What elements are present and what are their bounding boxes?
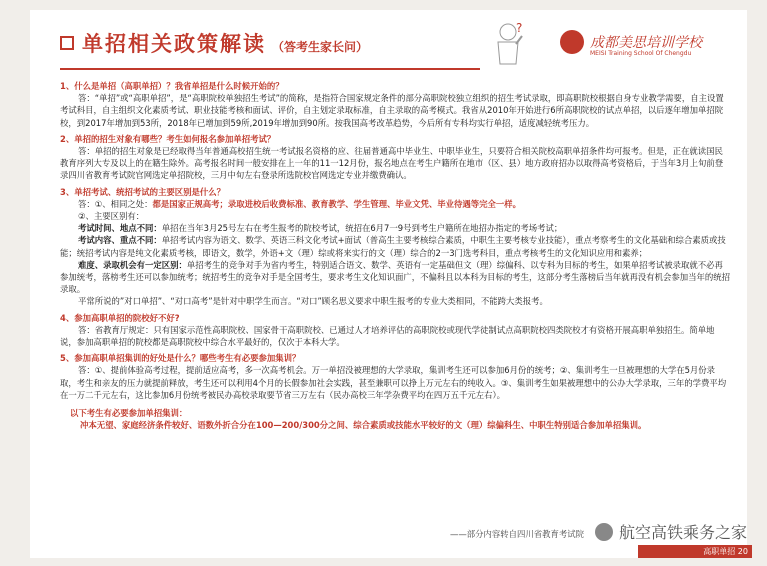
answer-line	[60, 198, 730, 210]
answer-text: 单招在当年3月25号左右在考生报考的院校考试，统招在6月7一9号到考生户籍所在地招办指定的考场考试；	[161, 223, 563, 234]
answer-text: 答：①、相同之处：	[78, 198, 153, 209]
answer-bold-lead: 考试时间、地点不同：	[78, 223, 162, 234]
answer-paragraph: 答：省教育厅规定：只有国家示范性高职院校、国家骨干高职院校、已通过人才培养评估的高职院校或现代学徒制试点高职院校四类院校才有资格开展高职单独招生。简单地说，参加高职单招的院校都是高职院校中综合水平最好的，仅次于本科大学。	[60, 324, 715, 348]
document-page	[30, 10, 747, 558]
answer-text: 平常所说的”对口单招”、“对口高考”是针对中职学生而言。“对口”顾名思义要求中职生报考的专业大类相同，不能跨大类报考。	[78, 296, 548, 307]
watermark	[595, 520, 747, 543]
answer-line	[60, 234, 730, 258]
logo-name: 成都美思培训学校	[590, 35, 702, 51]
page-subtitle: （答考生家长问）	[272, 39, 369, 54]
answer-highlight: 都是国家正规高考；录取进校后收费标准、教育教学、学生管理、毕业文凭、毕业待遇等完全一样。	[152, 198, 522, 209]
answer-bold-lead: 难度、录取机会有一定区别：	[78, 259, 187, 270]
answer-line	[60, 210, 730, 222]
question-heading: 1、什么是单招（高职单招）？我省单招是什么时候开始的？	[60, 81, 284, 91]
answer-line	[60, 295, 730, 307]
watermark-text: 航空高铁乘务之家	[619, 523, 748, 542]
tip-body: 冲本无望、家庭经济条件较好、语数外折合分在100—200/300分之间、综合素质或技能水平较好的文（理）综偏科生、中职生特别适合参加单招集训。	[80, 420, 647, 431]
title-underline	[60, 68, 480, 70]
answer-line	[60, 222, 730, 234]
article-body	[60, 76, 730, 431]
title-block	[60, 28, 368, 58]
answer-text: 单招考试内容为语文、数学、英语三科文化考试+面试（普高生主要考核综合素质，中职生主要考核专业技能），重点考察考生的文化基础和综合素质或技能；统招考试内容是纯文化素质考核，即语文，数学，外语+文（理）综或将来实行的文（理）综合的2一3门选考科目，重点考核考生的文化知识应用和素养；	[60, 235, 726, 258]
thinking-figure-icon	[490, 22, 526, 80]
section-4	[60, 312, 730, 349]
question-heading: 2、单招的招生对象有哪些？考生如何报名参加单招考试？	[60, 133, 276, 144]
wechat-icon	[595, 523, 613, 541]
tip-box	[60, 407, 730, 431]
title-square-icon	[60, 36, 74, 50]
section-2	[60, 133, 730, 182]
source-note: ——部分内容转自四川省教育考试院	[450, 529, 584, 539]
page-title: 单招相关政策解读	[82, 31, 266, 56]
page-number-bar: 高职单招 20	[638, 545, 752, 558]
answer-text: ②、主要区别有：	[78, 211, 145, 222]
answer-text: 单招考生的竞争对手为省内考生，特别适合语文、数学、英语有一定基础但文（理）综偏科、以专科为目标的考生，如果单招考试被录取就不必再参加统考，落榜考生还可以参加统考；统招考生的竞争对手是全国考生，要求考生文化知识面广，不偏科且以本科为目标的考生，这部分考生落榜后当年就再没有机会参加当年的统招录取。	[60, 259, 730, 295]
answer-paragraph: 答：单招的招生对象是已经取得当年普通高校招生统一考试报名资格的应、往届普通高中毕业生、中职毕业生，只要符合相关院校高职单招条件均可报考。但是，正在就读国民教育序列大专及以上的在籍生除外。高考报名时间一般安排在上一年的11一12月份，报名地点在考生户籍所在地市（区、县）地方政府招办以取得高考资格后，于当年3月上旬前登录四川省教育考试院官网选定单招院校，三月中旬左右登录所选院校官网选定专业并缴费确认。	[60, 146, 724, 181]
section-1	[60, 80, 730, 129]
logo-english: MEISI Training School Of Chengdu	[590, 50, 692, 57]
svg-text:?: ?	[516, 22, 523, 35]
logo-emblem-icon	[560, 30, 584, 54]
answer-bold-lead: 考试内容、重点不同：	[78, 235, 162, 246]
section-5	[60, 352, 730, 401]
page-header	[30, 10, 747, 68]
question-heading: 3、单招考试、统招考试的主要区别是什么？	[60, 186, 225, 197]
section-3	[60, 186, 730, 308]
tip-heading: 以下考生有必要参加单招集训：	[70, 408, 188, 419]
answer-paragraph: 答：①、提前体验高考过程，提前适应高考，多一次高考机会。万一单招没被理想的大学录取，集训考生还可以参加6月份的统考；②、集训考生一旦被理想的大学在5月份录取，考生和亲友的压力就提前释放，考生还可以利用4个月的长假参加社会实践，甚至兼职可以挣上万元左右的纯收入。③、集训考生如果被理想中的公办大学录取，三年的学费平均在一万二千元左右，这比参加6月份统考被民办高校录取要节省三万左右（民办高校三年学杂费平均在四万五千元左右）。	[60, 365, 727, 400]
question-heading: 4、参加高职单招的院校好不好?	[60, 312, 180, 323]
answer-paragraph: 答：“单招”或“高职单招”，是“高职院校单独招生考试”的简称，是指符合国家规定条件的部分高职院校独立组织的招生考试录取，即高职院校根据自身专业教学需要，自主设置考试科目，自主组织文化素质考试、职业技能考核和面试、评价，自主划定录取标准，自主录取的高考模式。我省从2010年开始进行6所高职院校的试点单招，以后逐年增加单招院校，到2017年增加到53所，2018年已增加到59所,2019年增加到90所。按我国高考改革趋势，今后所有专科均实行单招，适度减轻统考压力。	[60, 93, 724, 128]
question-heading: 5、参加高职单招集训的好处是什么？哪些考生有必要参加集训？	[60, 353, 301, 364]
answer-line	[60, 259, 730, 296]
